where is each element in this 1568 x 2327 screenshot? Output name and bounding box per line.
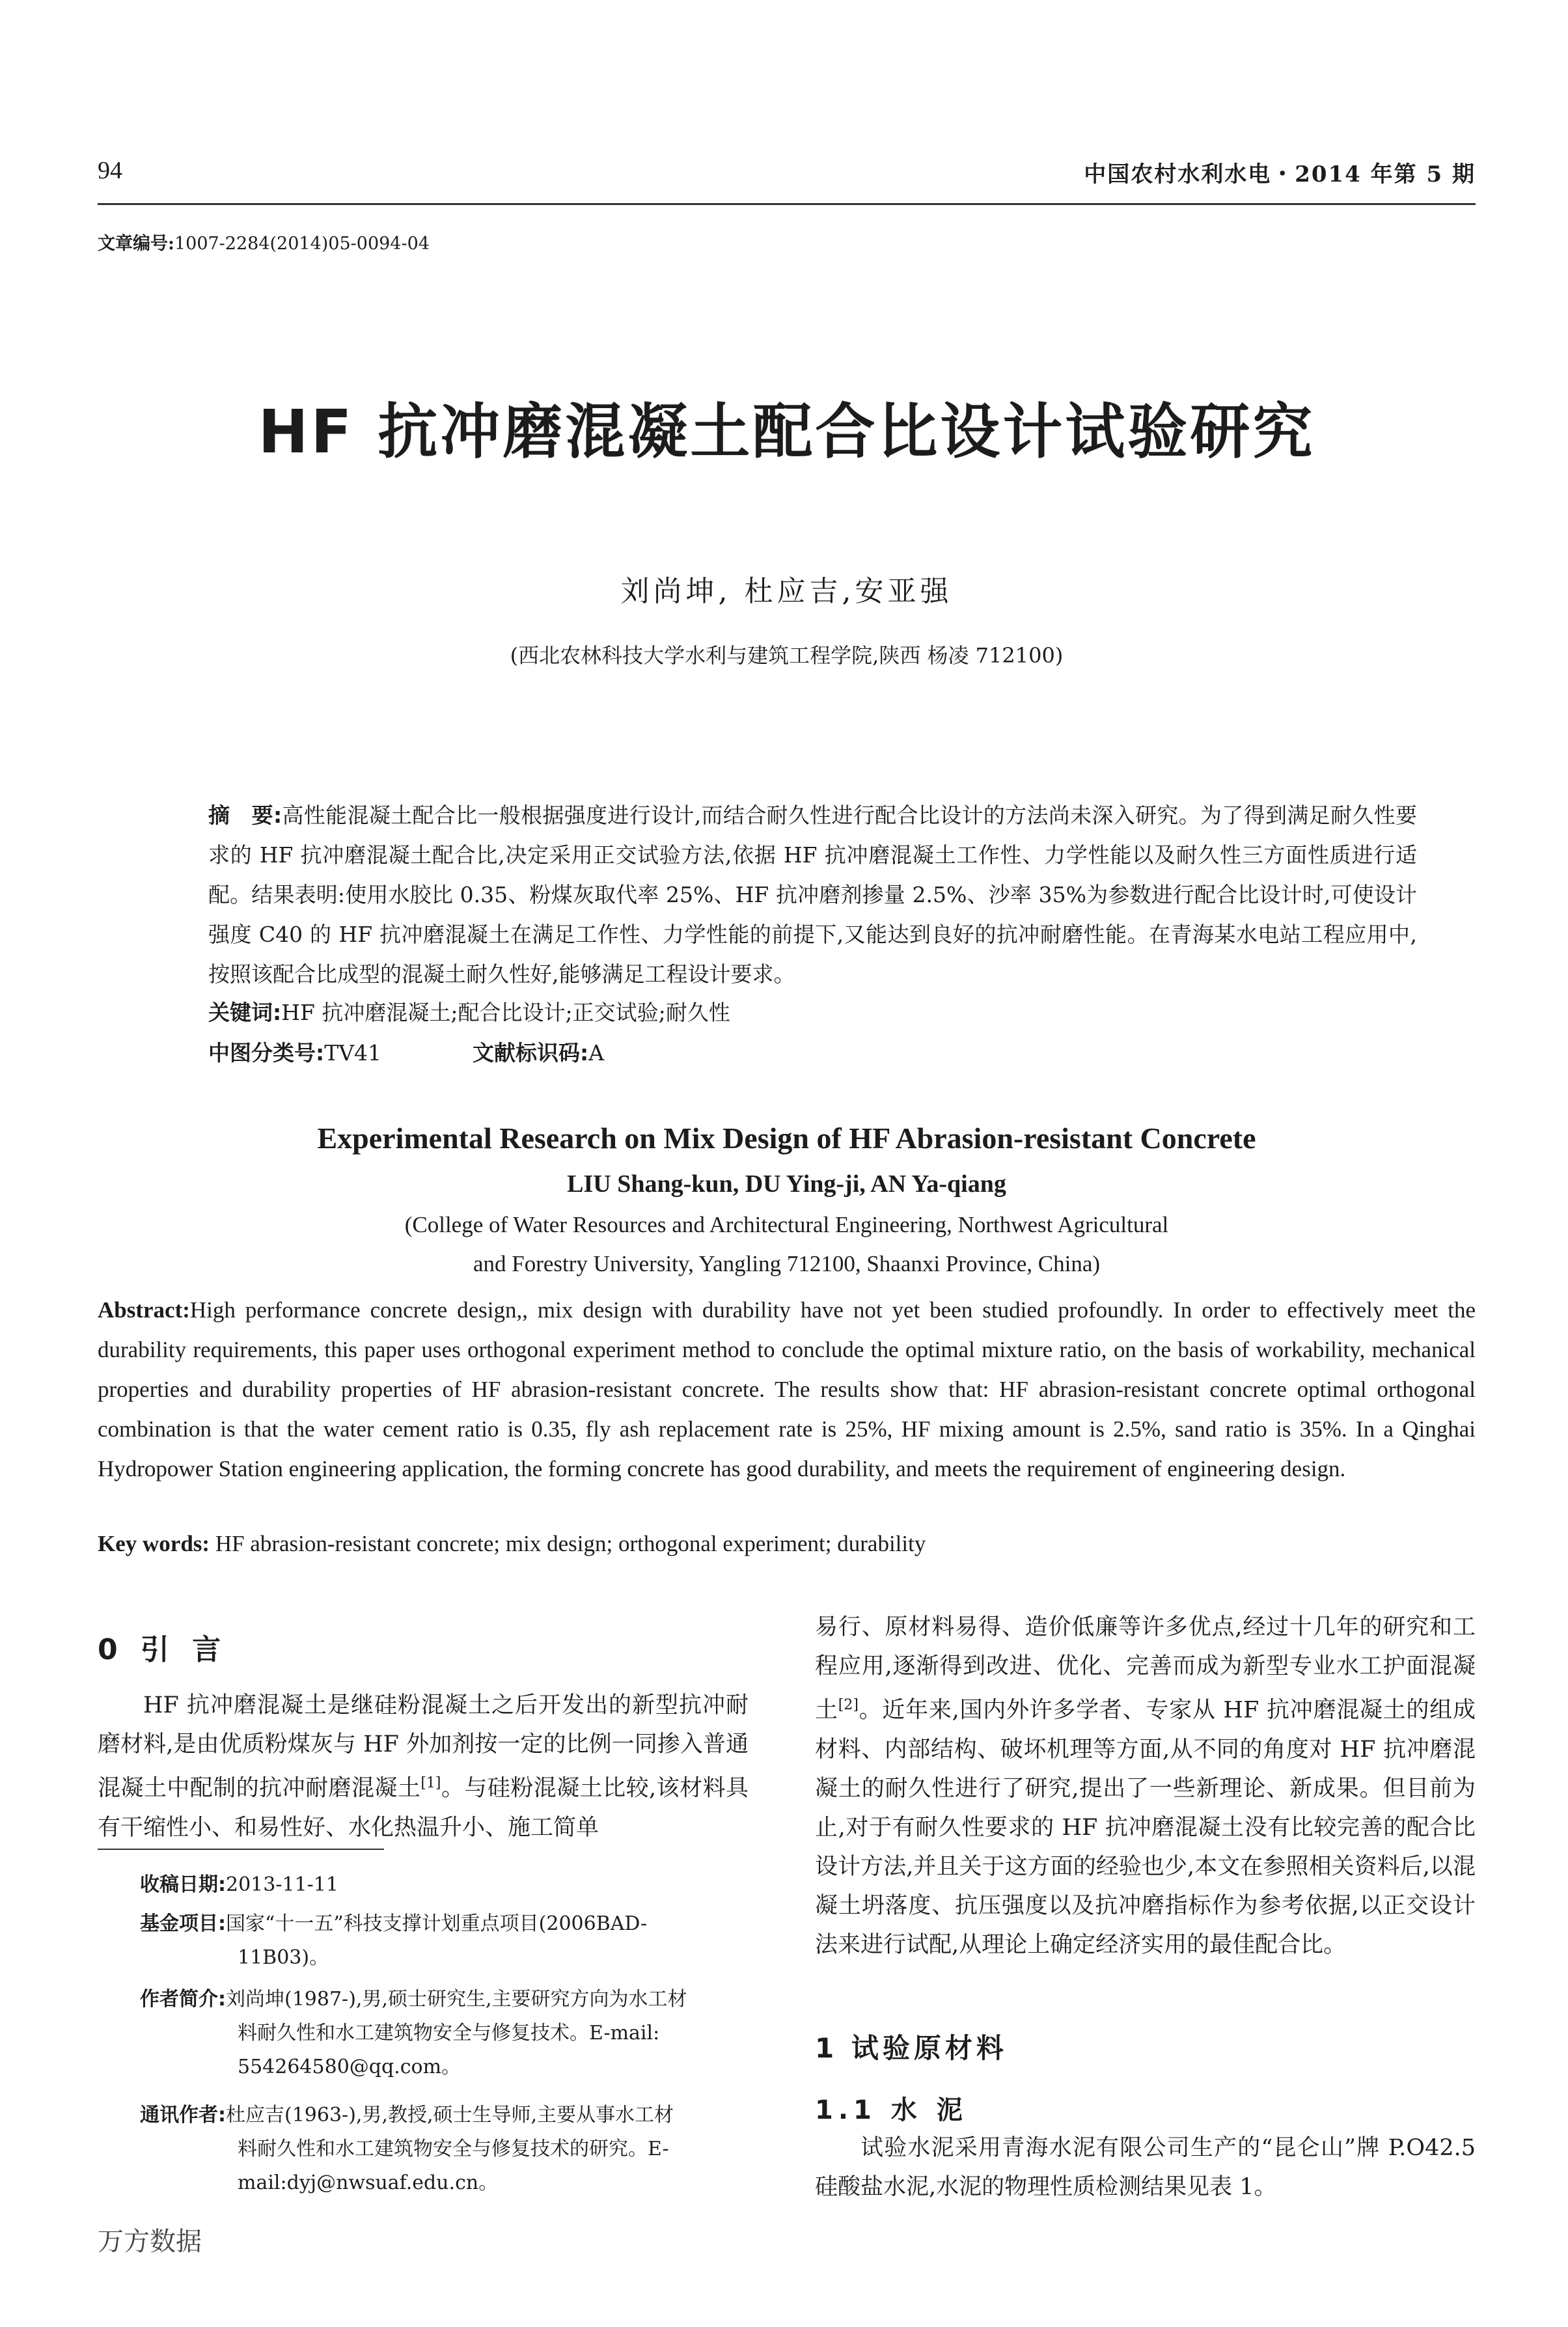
section-1-heading: 1 试验原材料 — [815, 2032, 1008, 2064]
abstract-cn-text: 高性能混凝土配合比一般根据强度进行设计,而结合耐久性进行配合比设计的方法尚未深入研究。为了得到满足耐久性要求的 HF 抗冲磨混凝土配合比,决定采用正交试验方法,依据 HF 抗冲磨混凝土工作性、力学性能以及耐久性三方面性质进行适配。结果表明:使用水胶比 0.35、粉煤灰取代率 25%、HF 抗冲磨剂掺量 2.5%、沙率 35%为参数进行配合比设计时,可使设计强度 C40 的 HF 抗冲磨混凝土在满足工作性、力学性能的前提下,又能达到良好的抗冲耐磨性能。在青海某水电站工程应用中,按照该配合比成型的混凝土耐久性好,能够满足工程设计要求。 — [208, 803, 1417, 987]
affiliation: (西北农林科技大学水利与建筑工程学院,陕西 杨凌 712100) — [510, 643, 1064, 668]
article-number-value: 1007-2284(2014)05-0094-04 — [174, 234, 430, 254]
keywords-cn — [208, 996, 730, 1026]
classification — [208, 1036, 604, 1067]
right-para-text: 易行、原材料易得、造价低廉等许多优点,经过十几年的研究和工程应用,逐渐得到改进、优化、完善而成为新型专业水工护面混凝土 — [815, 1614, 1476, 1724]
citation-1: [1] — [420, 1775, 441, 1791]
author-line1: 刘尚坤(1987-),男,硕士研究生,主要研究方向为水工材 — [226, 1988, 687, 2011]
keywords-cn-text: HF 抗冲磨混凝土;配合比设计;正交试验;耐久性 — [281, 1000, 730, 1025]
footnote-fund — [140, 1907, 758, 1975]
keywords-cn-label: 关键词: — [208, 1000, 282, 1025]
section-1-1-heading: 1.1 水 泥 — [815, 2095, 968, 2125]
section-0-heading: 0 引 言 — [98, 1633, 228, 1666]
received-date: 2013-11-11 — [226, 1873, 338, 1896]
fund-line2: 11B03)。 — [238, 1946, 329, 1969]
citation-2: [2] — [838, 1697, 859, 1713]
fund-line1: 国家“十一五”科技支撑计划重点项目(2006BAD- — [226, 1912, 648, 1935]
class-label: 中图分类号: — [208, 1040, 325, 1066]
english-affiliation-line1: (College of Water Resources and Architectural Engineering, Northwest Agricultural — [404, 1212, 1169, 1237]
article-number — [98, 229, 430, 255]
footnote-rule — [98, 1849, 384, 1850]
section-1-1-paragraph: 试验水泥采用青海水泥有限公司生产的“昆仑山”牌 P.O42.5 硅酸盐水泥,水泥的物理性质检测结果见表 1。 — [815, 2135, 1476, 2200]
page-number: 94 — [98, 157, 122, 184]
english-keywords-text: HF abrasion-resistant concrete; mix design; orthogonal experiment; durability — [215, 1531, 926, 1556]
paper-title: HF 抗冲磨混凝土配合比设计试验研究 — [258, 397, 1315, 467]
author-label: 作者简介: — [140, 1988, 226, 2011]
section-0-text-tail: 。与硅粉混凝土比较,该材料具有干缩性小、和易性好、水化热温升小、施工简单 — [98, 1775, 749, 1841]
received-label: 收稿日期: — [140, 1873, 226, 1896]
abstract-cn-label: 摘 要: — [208, 803, 282, 828]
author-line2: 料耐久性和水工建筑物安全与修复技术。E-mail: — [238, 2022, 660, 2045]
abstract-cn — [208, 795, 1417, 994]
english-keywords — [98, 1531, 1476, 1557]
corr-label: 通讯作者: — [140, 2104, 226, 2127]
doc-code-label: 文献标识码: — [473, 1040, 589, 1066]
footnote-received — [140, 1868, 758, 1902]
right-column-paragraph — [815, 1608, 1476, 1964]
english-keywords-label: Key words: — [98, 1531, 210, 1556]
class-value: TV41 — [324, 1040, 382, 1066]
corr-line3: mail:dyj@nwsuaf.edu.cn。 — [238, 2171, 499, 2194]
section-0-paragraph — [98, 1686, 749, 1847]
footnote-author — [140, 1983, 758, 2084]
authors: 刘尚坤, 杜应吉,安亚强 — [620, 575, 953, 608]
corr-line2: 料耐久性和水工建筑物安全与修复技术的研究。E- — [238, 2138, 669, 2160]
author-line3: 554264580@qq.com。 — [238, 2056, 461, 2078]
header-rule — [98, 203, 1476, 205]
section-0-text: HF 抗冲磨混凝土是继硅粉混凝土之后开发出的新型抗冲耐磨材料,是由优质粉煤灰与 HF 外加剂按一定的比例一同掺入普通混凝土中配制的抗冲耐磨混凝土 — [98, 1692, 749, 1802]
english-title: Experimental Research on Mix Design of HF Abrasion-resistant Concrete — [317, 1122, 1256, 1155]
english-authors: LIU Shang-kun, DU Ying-ji, AN Ya-qiang — [567, 1170, 1006, 1198]
english-abstract-text: High performance concrete design,, mix design with durability have not yet been studied profoundly. In order to effectively meet the durability requirements, this paper uses orthogonal experiment method to conclude the optimal mixture ratio, on the basis of workability, mechanical properties and durability properties of HF abrasion-resistant concrete. The results show that: HF abrasion-resistant concrete optimal orthogonal combination is that the water cement ratio is 0.35, fly ash replacement rate is 25%, HF mixing amount is 2.5%, sand ratio is 35%. In a Qinghai Hydropower Station engineering application, the forming concrete has good durability, and meets the requirement of engineering design. — [98, 1297, 1476, 1481]
watermark: 万方数据 — [98, 2227, 202, 2257]
journal-header: 中国农村水利水电・2014 年第 5 期 — [1084, 161, 1476, 187]
right-para-tail: 。近年来,国内外许多学者、专家从 HF 抗冲磨混凝土的组成材料、内部结构、破坏机理等方面,从不同的角度对 HF 抗冲磨混凝土的耐久性进行了研究,提出了一些新理论、新成果。但目前为止,对于有耐久性要求的 HF 抗冲磨混凝土没有比较完善的配合比设计方法,并且关于这方面的经验也少,本文在参照相关资料后,以混凝土坍落度、抗压强度以及抗冲磨指标作为参考依据,以正交设计法来进行试配,从理论上确定经济实用的最佳配合比。 — [815, 1697, 1476, 1958]
footnote-corresponding — [140, 2099, 758, 2200]
english-abstract — [98, 1290, 1476, 1489]
corr-line1: 杜应吉(1963-),男,教授,硕士生导师,主要从事水工材 — [226, 2104, 674, 2127]
english-abstract-label: Abstract: — [98, 1297, 190, 1323]
fund-label: 基金项目: — [140, 1912, 226, 1935]
english-affiliation-line2: and Forestry University, Yangling 712100, Shaanxi Province, China) — [473, 1251, 1101, 1276]
article-number-label: 文章编号: — [98, 234, 174, 254]
doc-code-value: A — [588, 1040, 605, 1066]
